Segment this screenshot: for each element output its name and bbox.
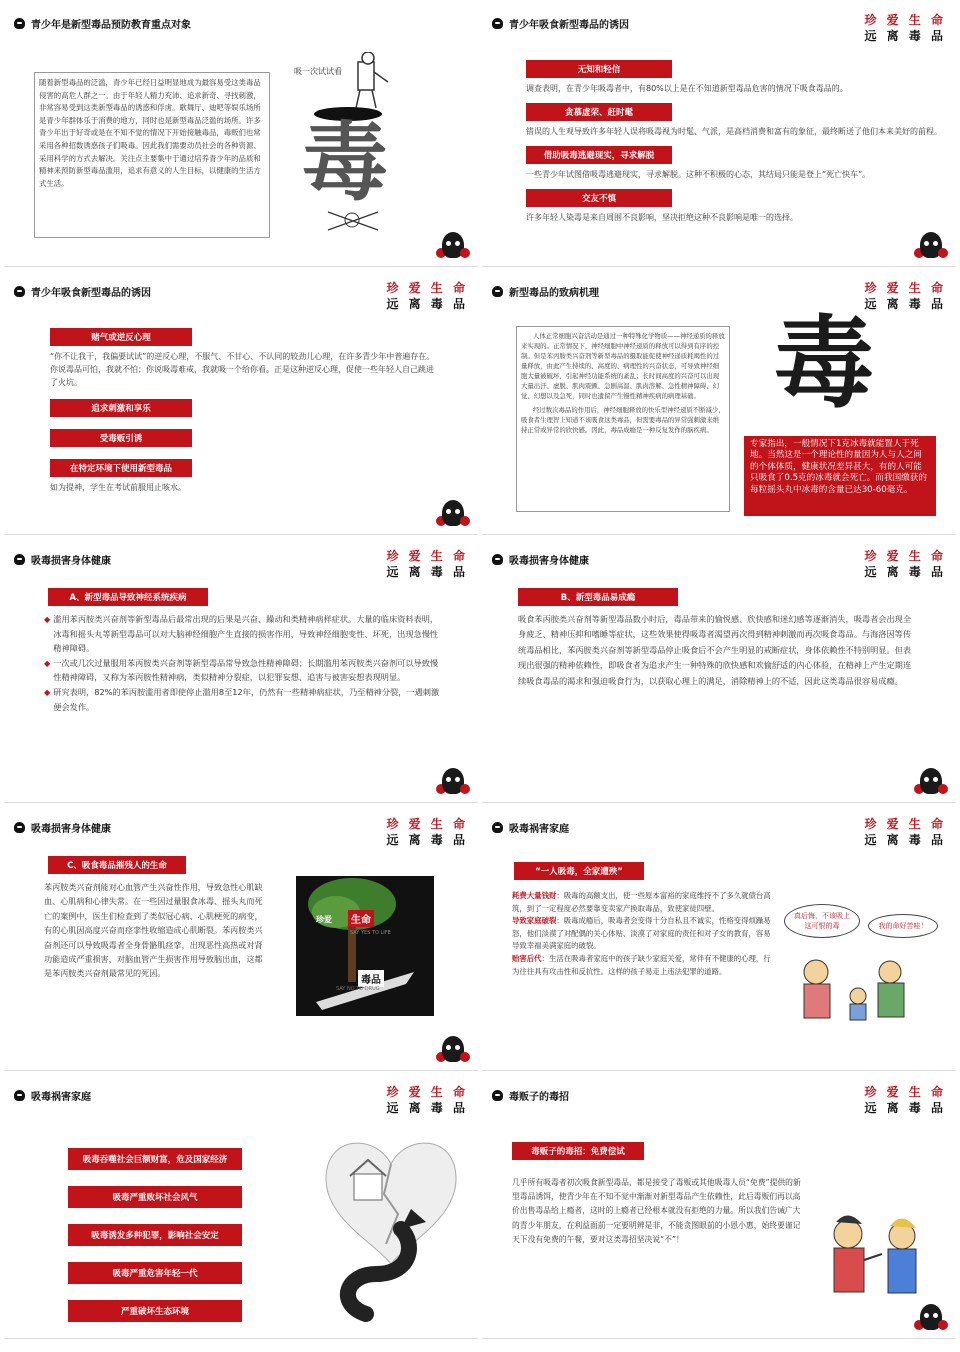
section-heading: “一人吸毒，全家遭殃” [514,862,644,880]
section-heading: A、新型毒品导致神经系统疾病 [48,588,208,606]
life-tree-image [296,876,434,1016]
slide-title: 青少年是新型毒品预防教育重点对象 [14,16,191,31]
cause-heading: 无知和轻信 [526,60,672,78]
skull-icon [14,18,25,29]
mechanism-text-1: 人体正常细胞兴奋活动是通过一种特殊化学物质——神经递质的释放来实现的。正常情况下，神经细胞中神经递质的释放可以得到有序的控制。但是苯丙胺类兴奋剂等新型毒品的摄取能促使神经递质耗竭性的过量释放，由此产生持续的、高度的、病理性的兴奋状态，可导致神经细胞大量被破坏，引起神经功能系统的紊乱；长时间高度的兴奋可以出现大量出汗、虚脱、肌肉震颤、急剧高温、肌肉溶解、急性精神障碍、幻觉、幻想以及急死，同时也遗留产生慢性精神疾病的病理基础。 [521,332,725,400]
cause-heading: 受毒贩引诱 [50,429,192,447]
drug-slogan: SAY NO TO DRUG [336,986,380,992]
harm-item: 贻害后代：生活在吸毒者家庭中的孩子缺少家庭关爱，常伴有不健康的心理，行为往往具有攻击性和反抗性。这样的孩子易走上违法犯罪的道路。 [512,953,771,976]
slide-2 [482,4,956,267]
brand-logo: 珍 爱 生 命 远 离 毒 品 [386,549,468,579]
harm-bar: 吸毒严重败坏社会风气 [68,1186,242,1208]
slide-title: 吸毒损害身体健康 [14,820,111,835]
skull-rose-decoration [914,764,948,794]
drug-cartoon-image [288,52,408,242]
cause-heading: 赌气或逆反心理 [50,328,192,346]
harm-bar: 吸毒严重危害年轻一代 [68,1262,242,1284]
skull-icon [14,554,25,565]
skull-rose-decoration [436,764,470,794]
slide-title: 青少年吸食新型毒品的诱因 [14,284,151,299]
slide-9 [4,1076,478,1339]
speech-bubble: 真后悔，不该吸上这可恨的毒 [784,904,860,938]
brand-logo: 珍 爱 生 命 远 离 毒 品 [864,817,946,847]
section-heading: 毒贩子的毒招：免费偿试 [512,1142,644,1160]
body-text: 吸食苯丙胺类兴奋剂等新型毒品数小时后，毒品带来的愉悦感、欣快感和迷幻感等逐渐消失，吸毒者会出现全身疲乏、精神压抑和嗜睡等症状，这些效果使得吸毒者渴望再次得到精神刺激而再次吸食毒品。与海洛因等传统毒品相比，苯丙胺类兴奋剂等新型毒品停止吸食后不会产生明显的戒断症状，身体依赖性不特别明显。但表现出很强的精神依赖性，即吸食者为追求产生一种特殊的欣快感和欢愉舒适的内心体验，在精神上产生定期连续吸食毒品的渴求和强迫吸食行为，以获取心理上的满足，消除精神上的不适，因此这类毒品很容易成瘾。 [518,614,912,686]
harm-bar: 严重破坏生态环境 [68,1300,242,1322]
broken-heart-snake-image [316,1124,466,1324]
cause-heading: 借助吸毒逃避现实，寻求解脱 [526,146,672,164]
brand-logo: 珍 爱 生 命 远 离 毒 品 [864,13,946,43]
slide-8 [482,808,956,1071]
diamond-icon: ◆ [44,657,51,668]
skull-rose-decoration [436,1032,470,1062]
slide-5 [4,540,478,803]
slide-3 [4,272,478,535]
brand-logo: 珍 爱 生 命 远 离 毒 品 [864,281,946,311]
slide-title: 吸毒祸害家庭 [492,820,569,835]
skull-rose-decoration [914,228,948,258]
brand-logo: 珍 爱 生 命 远 离 毒 品 [386,817,468,847]
skull-icon [14,1090,25,1101]
skull-icon [14,822,25,833]
slide-title: 吸毒损害身体健康 [492,552,589,567]
skull-icon [492,18,503,29]
harm-item: 导致家庭破裂：吸毒成瘾后，吸毒者会变得十分自私且不诚实，性格变得烦躁易怒，他们淡漠了对配偶的关心体贴、淡漠了对家庭的责任和对子女的教育，容易导致幸福美满家庭的破裂。 [512,916,771,951]
list-item: ◆ 研究表明，82%的苯丙胺滥用者即使停止滥用8至12年，仍然有一些精神病症状，乃至精神分裂，一遇刺激便会发作。 [44,685,444,714]
section-heading: B、新型毒品易成瘾 [518,588,678,606]
harm-bar: 吸毒吞噬社会巨额财富，危及国家经济 [68,1148,242,1170]
slide-title: 吸毒祸害家庭 [14,1088,91,1103]
skull-icon [14,286,25,297]
sign-text: 吸一次试试看 [294,67,342,76]
harm-item: 耗费大量钱财：吸毒的高额支出，使一些原本富裕的家庭维持不了多久就债台高筑，到了一定程度必然要靠变卖家产换取毒品，致使家徒四壁。 [512,891,771,913]
slide-title: 毒贩子的毒招 [492,1088,569,1103]
list-item: ◆ 滥用苯丙胺类兴奋剂等新型毒品后最常出现的后果是兴奋、躁动和类精神病样症状。大量的临床资料表明，冰毒和摇头丸等新型毒品可以对大脑神经细胞产生直接的损害作用，导致神经细胞变性、坏死，出现急慢性精神障碍。 [44,612,444,656]
mechanism-text-2: 经过数次毒品的作用后，神经细胞释放的快乐型神经递质不断减少，吸食者生理智上知道不该吸食这类毒品，但需要毒品的异常强刺激来维持正常或异常的欣快感。因此，毒品成瘾是一种反复发作的脑疾病。 [521,406,725,434]
snake-poison-char: 毒 [420,1269,437,1288]
life-slogan: SAY YES TO LIFE [350,930,391,936]
slide-title: 新型毒品的致病机理 [492,284,599,299]
brand-logo: 珍 爱 生 命 远 离 毒 品 [864,549,946,579]
slide-title: 青少年吸食新型毒品的诱因 [492,16,629,31]
expert-red-box: 专家指出，一般情况下1克冰毒就能置人于死地。当然这是一个理论性的量因为人与人之间的个体体质，健康状况差异甚大，有的人可能只吸食了0.5克的冰毒就会死亡。而我国缴获的每粒摇头丸中冰毒的含量已达30-60毫克。 [744,436,936,516]
dealer-cartoon-image [816,1204,936,1304]
cause-text: 错误的人生观导致许多年轻人误将吸毒视为时髦、气派，是高档消费和富有的象征，最终断送了他们本来美好的前程。 [526,127,942,136]
body-text: 几乎所有吸毒者初次吸食新型毒品，都是接受了毒贩或其他吸毒人员“免费”提供的新型毒品诱饵，使青少年在不知不觉中渐渐对新型毒品产生依赖性，此后毒贩们再以高价出售毒品给上瘾者，这时的上瘾者已经根本就没有拒绝的力量。所以我们告诫广大的青少年朋友，在利益面前一定要明辨是非，不能贪图眼前的小恩小惠，始终要谨记天下没有免费的午餐，要对这类毒招坚决说“不”！ [512,1178,801,1244]
cause-heading: 贪慕虚荣、赶时髦 [526,103,672,121]
skull-rose-decoration [914,1300,948,1330]
body-text: 随着新型毒品的泛滥，青少年已经日益明显地成为最容易受这类毒品侵害的高危人群之一。由于年轻人精力充沛、追求新奇、寻找刺激，非常容易受到这类新型毒品的诱惑和俘虏。歌舞厅、迪吧等娱乐场所是青少年群体乐于消费的地方，同时也是新型毒品泛滥的场所。许多青少年出于好奇或是在不知不觉的情况下开始接触毒品，毒贩们也常采用各种招数诱惑孩子们吸毒。因此我们需要动员社会的各种资源、采用科学的方式去解决。关注点主要集中于通过培养青少年的品质和精神来预防新型毒品滥用，追求有意义的人生目标，以健康的生活方式生活。 [39,78,261,188]
diamond-icon: ◆ [44,686,51,697]
harm-bar: 吸毒诱发多种犯罪，影响社会安定 [68,1224,242,1246]
slide-4 [482,272,956,535]
slide-1 [4,4,478,267]
skull-icon [492,554,503,565]
diamond-icon: ◆ [44,614,51,624]
brand-logo: 珍 爱 生 命 远 离 毒 品 [864,1085,946,1115]
slide-title: 吸毒损害身体健康 [14,552,111,567]
skull-icon [492,1090,503,1101]
life-word-red: 生命 [348,910,374,927]
cause-text: 一些青少年试图借吸毒逃避现实，寻求解脱。这种不积极的心态，其结局只能是登上“死亡快车”。 [526,170,871,179]
cause-text: 如为提神，学生在考试前服用止咳水。 [50,483,186,492]
body-text: 苯丙胺类兴奋剂能对心血管产生兴奋性作用，导致急性心肌缺血、心肌病和心律失常。在一些因过量服食冰毒、摇头丸而死亡的案例中，医生们检查到了类似冠心病、心肌梗死的病变，有的心肌因高度兴奋而痉挛性收缩造成心肌断裂。苯丙胺类兴奋剂还可以导致吸毒者全身骨骼肌痉挛，出现恶性高热或对肾功能造成严重损害，对脑血管产生损害作用导致脑出血，这都是苯丙胺类兴奋剂最常见的死因。 [44,882,263,979]
speech-bubble: 我的命好苦哇！ [868,914,938,938]
poison-char: 毒 [302,112,388,213]
section-heading: C、吸食毒品摧残人的生命 [48,856,186,874]
list-item: ◆ 一次或几次过量服用苯丙胺类兴奋剂等新型毒品常导致急性精神障碍；长期滥用苯丙胺类兴奋剂可以导致慢性精神障碍，又称为苯丙胺性精神病，类似精神分裂症，以犯罪妄想、追害与被害妄想表现明显。 [44,656,444,685]
cause-text: 许多年轻人染毒是来自周围不良影响，坚决拒绝这种不良影响是唯一的选择。 [526,213,798,222]
brand-logo: 珍 爱 生 命 远 离 毒 品 [386,281,468,311]
skull-rose-decoration [436,496,470,526]
cause-heading: 在特定环境下使用新型毒品 [50,459,192,477]
cause-heading: 追求刺激和享乐 [50,399,192,417]
family-cartoon-image [778,894,942,1026]
skull-rose-decoration [436,228,470,258]
slide-7 [4,808,478,1071]
big-poison-char: 毒 [774,304,874,422]
life-word: 珍爱 [316,915,332,924]
skull-icon [492,286,503,297]
cause-heading: 交友不慎 [526,189,672,207]
slide-6 [482,540,956,803]
brand-logo: 珍 爱 生 命 远 离 毒 品 [386,1085,468,1115]
drug-word: 毒品 [358,970,384,987]
cause-text: 调查表明，在青少年吸毒者中，有80%以上是在不知道新型毒品危害的情况下吸食毒品的。 [526,84,848,93]
slide-10 [482,1076,956,1339]
skull-icon [492,822,503,833]
cause-text: “你不让我干，我偏要试试”的逆反心理，不服气、不甘心、不认同的较劲儿心理，在许多青少年中普遍存在。你说毒品可怕，我就不怕；你说吸毒难戒，我就吸一个给你看。正是这种逆反心理，促使一些年轻人自己跳进了火坑。 [50,352,435,387]
text-box [34,72,270,238]
mechanism-text-box [516,326,730,512]
